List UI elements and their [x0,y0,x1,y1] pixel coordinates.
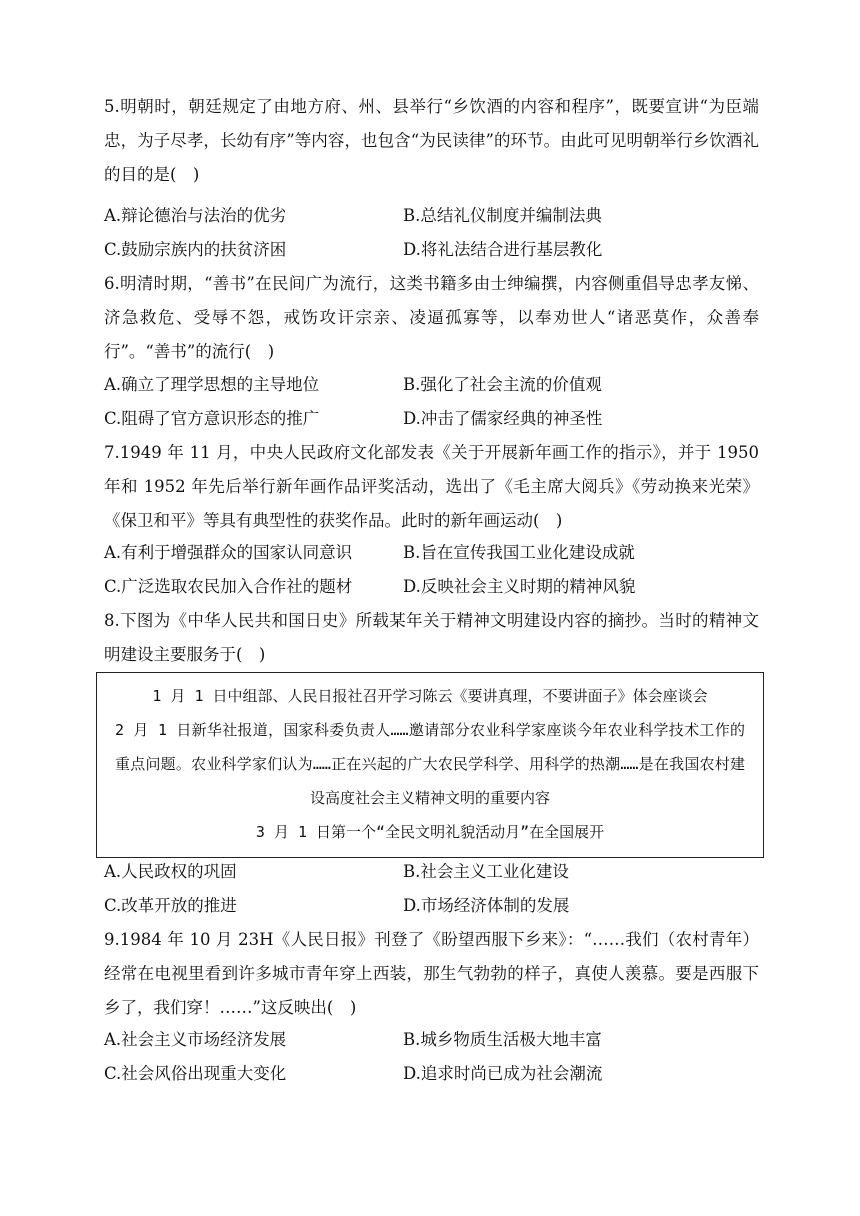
question-5-option-a[interactable]: A.辩论德治与法治的优劣 [104,206,287,225]
question-6-options-row-2 [104,402,764,436]
question-9-option-b[interactable]: B.城乡物质生活极大地丰富 [403,1030,602,1049]
question-5-option-b[interactable]: B.总结礼仪制度并编制法典 [403,206,602,225]
question-5-option-d[interactable]: D.将礼法结合进行基层教化 [403,240,603,259]
question-9-options-row-1 [104,1023,764,1057]
question-8-option-b[interactable]: B.社会主义工业化建设 [403,862,569,881]
question-6-option-c[interactable]: C.阻碍了官方意识形态的推广 [104,409,320,428]
question-8-quote-box [96,672,764,858]
question-9-option-c[interactable]: C.社会风俗出现重大变化 [104,1064,287,1083]
question-7-stem: 7.1949 年 11 月，中央人民政府文化部发表《关于开展新年画工作的指示》，并于 1950 年和 1952 年先后举行新年画作品评奖活动，选出了《毛主席大阅兵》《劳动换来光荣》《保卫和平》等具有典型性的获奖作品。此时的新年画运动( ) [104,443,759,530]
question-7-option-c[interactable]: C.广泛选取农民加入合作社的题材 [104,577,353,596]
quote-line-mar: 3 月 1 日第一个“全民文明礼貌活动月”在全国展开 [255,823,605,841]
question-5-options-row-1 [104,199,764,233]
question-8-option-d[interactable]: D.市场经济体制的发展 [403,896,570,915]
question-6-option-a[interactable]: A.确立了理学思想的主导地位 [104,375,320,394]
question-8-stem: 8.下图为《中华人民共和国日史》所载某年关于精神文明建设内容的摘抄。当时的精神文明建设主要服务于( ) [104,611,759,664]
question-6-option-d[interactable]: D.冲击了儒家经典的神圣性 [403,409,603,428]
question-8-option-c[interactable]: C.改革开放的推进 [104,896,237,915]
question-9-option-d[interactable]: D.追求时尚已成为社会潮流 [403,1064,603,1083]
question-7-options-row-1 [104,536,764,570]
question-6-option-b[interactable]: B.强化了社会主流的价值观 [403,375,602,394]
question-7-options-row-2 [104,570,764,604]
question-5-stem: 5.明朝时，朝廷规定了由地方府、州、县举行“乡饮酒的内容和程序”，既要宣讲“为臣端忠，为子尽孝，长幼有序”等内容，也包含“为民读律”的环节。由此可见明朝举行乡饮酒礼的目的是( ) [104,97,759,184]
question-8-option-a[interactable]: A.人民政权的巩固 [104,862,237,881]
question-6-options-row-1 [104,368,764,402]
question-9-option-a[interactable]: A.社会主义市场经济发展 [104,1030,287,1049]
question-7-option-d[interactable]: D.反映社会主义时期的精神风貌 [403,577,636,596]
question-8-options-row-1 [104,855,764,889]
question-9-stem: 9.1984 年 10 月 23H《人民日报》刊登了《盼望西服下乡来》：“……我们（农村青年）经常在电视里看到许多城市青年穿上西装，那生气勃勃的样子，真使人羡慕。要是西服下乡了，我们穿！……”这反映出( ) [104,930,759,1017]
question-6-stem: 6.明清时期，“善书”在民间广为流行，这类书籍多由士绅编撰，内容侧重倡导忠孝友悌、济急救危、受辱不怨，戒饬攻讦宗亲、凌逼孤寡等，以奉劝世人“诸恶莫作，众善奉行”。“善书”的流行( ) [104,274,759,361]
question-9-options-row-2 [104,1057,764,1091]
question-8-options-row-2 [104,889,764,923]
quote-line-feb: 2 月 1 日新华社报道，国家科委负责人……邀请部分农业科学家座谈今年农业科学技术工作的重点问题。农业科学家们认为……正在兴起的广大农民学科学、用科学的热潮……是在我国农村建设高度社会主义精神文明的重要内容 [115,721,745,807]
quote-line-jan: 1 月 1 日中组部、人民日报社召开学习陈云《要讲真理，不要讲面子》体会座谈会 [152,687,708,705]
question-7-option-b[interactable]: B.旨在宣传我国工业化建设成就 [403,543,635,562]
question-5-option-c[interactable]: C.鼓励宗族内的扶贫济困 [104,240,287,259]
question-7-option-a[interactable]: A.有利于增强群众的国家认同意识 [104,543,353,562]
question-5-options-row-2 [104,233,764,267]
